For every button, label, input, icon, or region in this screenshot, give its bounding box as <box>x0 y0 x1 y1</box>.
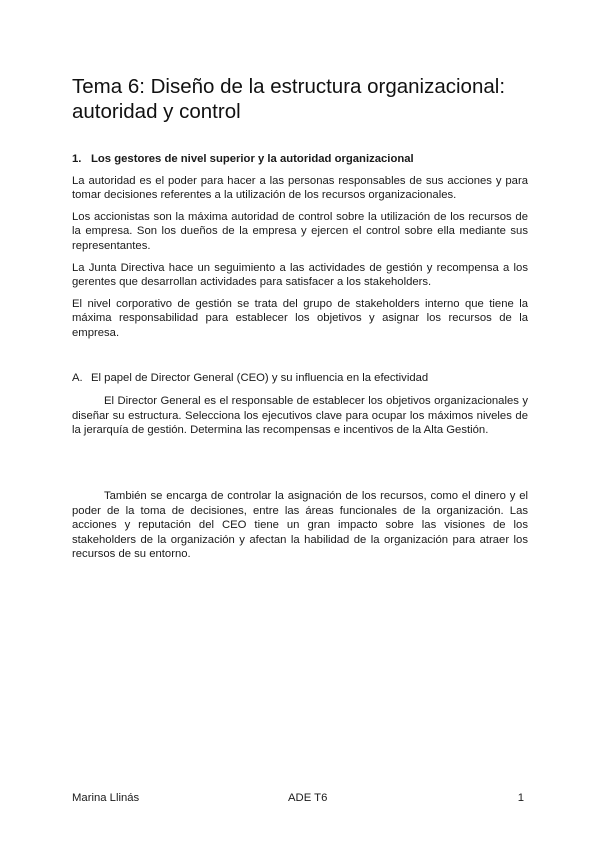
page-title: Tema 6: Diseño de la estructura organizacional: autoridad y control <box>72 75 506 123</box>
document-body <box>72 152 528 569</box>
section-1-paragraph-3: La Junta Directiva hace un seguimiento a las actividades de gestión y recompensa a los gerentes que desarrollan actividades para satisfacer a los stakeholders. <box>72 261 528 289</box>
section-1-number: 1. <box>72 153 82 165</box>
subsection-a-paragraph-1: El Director General es el responsable de establecer los objetivos organizacionales y diseñar su estructura. Selecciona los ejecutivos clave para ocupar los máximos niveles de la jerarquía de gestión. Determina las recompensas e incentivos de la Alta Gestión. <box>72 395 528 437</box>
section-1-paragraph-4: El nivel corporativo de gestión se trata del grupo de stakeholders interno que tiene la máxima responsabilidad para establecer los objetivos y asignar los recursos de la empresa. <box>72 297 528 339</box>
paragraph-gap <box>72 445 528 489</box>
page-footer <box>72 791 528 807</box>
section-1-paragraph-1: La autoridad es el poder para hacer a las personas responsables de sus acciones y para tomar decisiones referentes a la utilización de los recursos organizacionales. <box>72 174 528 202</box>
subsection-a-heading-text: El papel de Director General (CEO) y su influencia en la efectividad <box>91 371 429 384</box>
section-1-heading-text: Los gestores de nivel superior y la autoridad organizacional <box>91 153 414 165</box>
subsection-a-heading <box>72 371 528 386</box>
subsection-a-paragraph-2: También se encarga de controlar la asignación de los recursos, como el dinero y el poder de la toma de decisiones, entre las áreas funcionales de la organización. Las acciones y reputación del CEO tiene un gran impacto sobre las visiones de los stakeholders de la organización y afectan la habilidad de la organización para atraer los recursos de su entorno. <box>72 489 528 561</box>
footer-page-number: 1 <box>517 792 524 804</box>
subsection-a-letter: A. <box>72 371 83 384</box>
section-1-heading <box>72 152 528 167</box>
footer-author: Marina Llinás <box>72 792 140 804</box>
section-1-paragraph-2: Los accionistas son la máxima autoridad de control sobre la utilización de los recursos de la empresa. Son los dueños de la empresa y ejercen el control sobre ella mediante sus representantes. <box>72 210 528 252</box>
footer-course: ADE T6 <box>288 792 328 804</box>
